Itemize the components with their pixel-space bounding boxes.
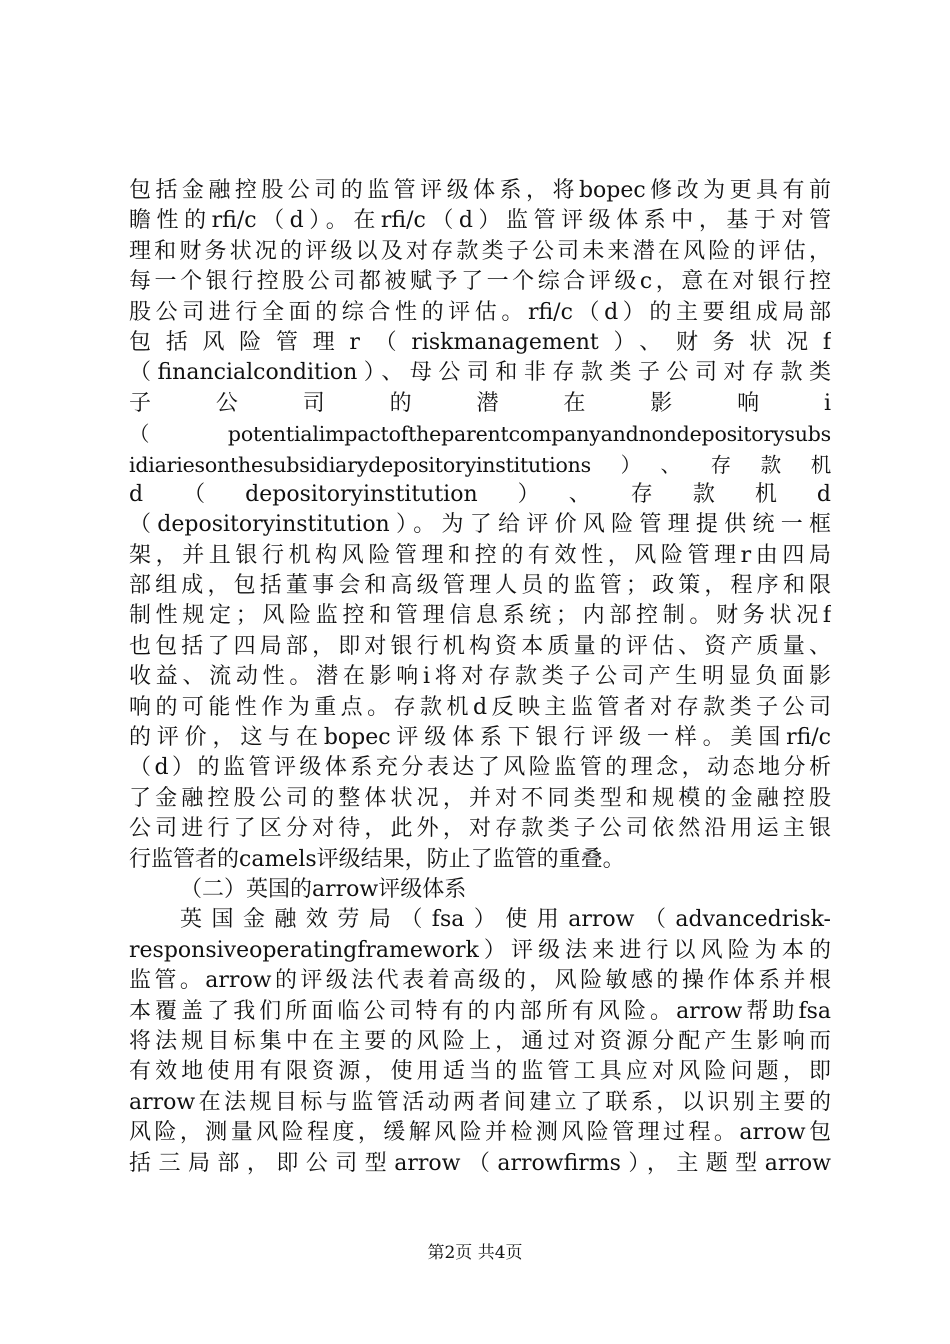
text-line: 子公司的潜在影响i: [129, 390, 831, 416]
text-line: 公司进行了区分对待，此外，对存款类子公司依然沿用运主银: [129, 816, 831, 842]
text-line: arrow在法规目标与监管活动两者间建立了联系，以识别主要的: [129, 1089, 831, 1115]
text-line: （financialcondition）、母公司和非存款类子公司对存款类: [129, 360, 831, 386]
text-line: 括三局部，即公司型arrow（arrowfirms），主题型arrow: [129, 1150, 831, 1176]
section-heading: （二）英国的arrow评级体系: [180, 876, 467, 902]
body-text: [129, 176, 831, 1179]
text-line: 将法规目标集中在主要的风险上，通过对资源分配产生影响而: [129, 1028, 831, 1054]
text-line: 股公司进行全面的综合性的评估。rfi/c（d）的主要组成局部: [129, 299, 831, 325]
text-line: 有效地使用有限资源，使用适当的监管工具应对风险问题，即: [129, 1059, 831, 1085]
text-line: 的评价，这与在bopec评级体系下银行评级一样。美国rfi/c: [129, 725, 831, 751]
page-number-footer: 第2页 共4页: [427, 1243, 523, 1263]
text-line: 理和财务状况的评级以及对存款类子公司未来潜在风险的评估，: [129, 238, 831, 264]
text-line: 本覆盖了我们所面临公司特有的内部所有风险。arrow帮助fsa: [129, 998, 831, 1024]
text-line: 制性规定；风险监控和管理信息系统；内部控制。财务状况f: [129, 603, 831, 629]
text-line: 架，并且银行机构风险管理和控的有效性，风险管理r由四局: [129, 542, 831, 568]
text-line: responsiveoperatingframework）评级法来进行以风险为本的: [129, 937, 831, 963]
text-line: （potentialimpactoftheparentcompanyandnondepositorysubs: [129, 422, 831, 447]
text-line: 瞻性的rfi/c（d）。在rfi/c（d）监管评级体系中，基于对管: [129, 208, 831, 234]
text-line: （d）的监管评级体系充分表达了风险监管的理念，动态地分析: [129, 755, 831, 781]
text-line: 收益、流动性。潜在影响i将对存款类子公司产生明显负面影: [129, 664, 831, 690]
text-line: idiariesonthesubsidiarydepositoryinstitutions）、存款机: [129, 452, 831, 477]
text-line: 每一个银行控股公司都被赋予了一个综合评级c，意在对银行控: [129, 269, 831, 295]
text-line: 行监管者的camels评级结果，防止了监管的重叠。: [129, 846, 625, 872]
text-line: 也包括了四局部，即对银行机构资本质量的评估、资产质量、: [129, 633, 831, 659]
text-line: 部组成，包括董事会和高级管理人员的监管；政策，程序和限: [129, 573, 831, 599]
text-line: （depositoryinstitution）。为了给评价风险管理提供统一框: [129, 512, 831, 538]
text-line: 风险，测量风险程度，缓解风险并检测风险管理过程。arrow包: [129, 1120, 831, 1146]
text-line: 响的可能性作为重点。存款机d反映主监管者对存款类子公司: [129, 694, 831, 720]
text-line: 包括金融控股公司的监管评级体系，将bopec修改为更具有前: [129, 178, 831, 203]
text-line: d（depositoryinstitution）、存款机d: [129, 481, 831, 507]
text-line: 包括风险管理r（riskmanagement）、财务状况f: [129, 329, 831, 355]
text-line: 英国金融效劳局（fsa）使用arrow（advancedrisk-: [180, 907, 831, 933]
text-line: 了金融控股公司的整体状况，并对不同类型和规模的金融控股: [129, 785, 831, 811]
text-line: 监管。arrow的评级法代表着高级的，风险敏感的操作体系并根: [129, 968, 831, 994]
